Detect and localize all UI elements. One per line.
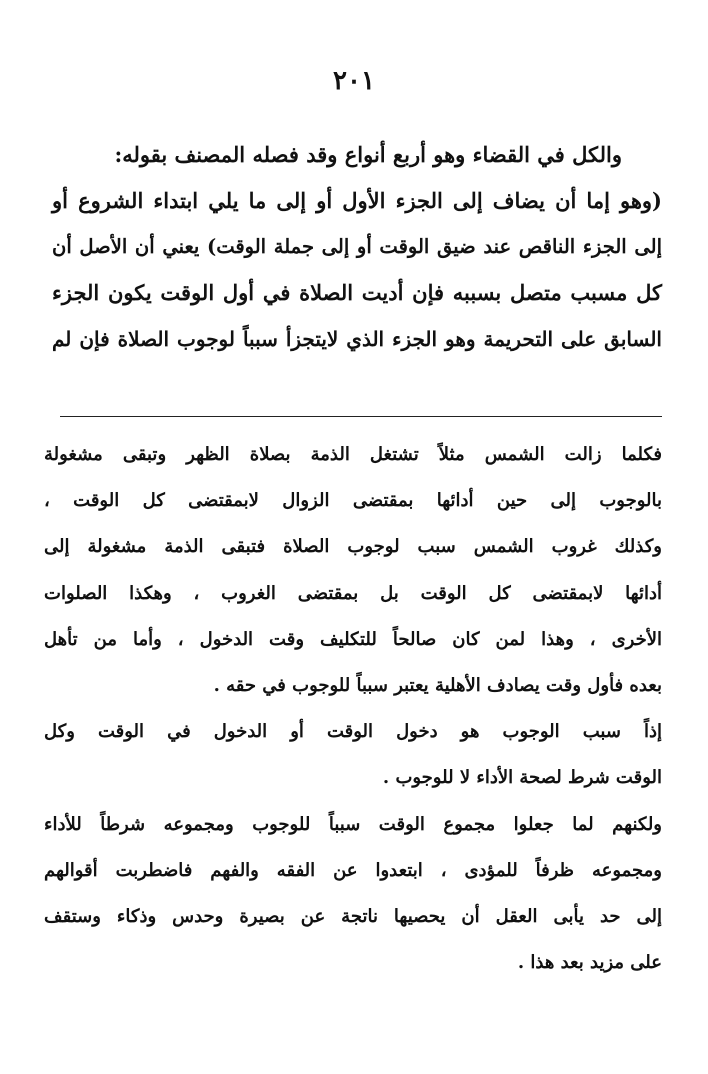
footnote-line: بعده فأول وقت يصادف الأهلية يعتبر سبباً للوجوب في حقه . <box>213 674 662 696</box>
footnote-line: إذاً سبب الوجوب هو دخول الوقت أو الدخول في الوقت وكل <box>44 721 662 743</box>
page-number: ٢٠١ <box>333 66 375 96</box>
footnote-line: إلى حد يأبى العقل أن يحصيها ناتجة عن بصيرة وحدس وذكاء وستقف <box>44 905 662 927</box>
footnote-line: ومجموعه ظرفاً للمؤدى ، ابتعدوا عن الفقه والفهم فاضطربت أقوالهم <box>44 859 662 881</box>
main-text-line: والكل في القضاء وهو أربع أنواع وقد فصله المصنف بقوله: <box>114 142 622 167</box>
footnote-divider <box>60 416 662 417</box>
footnote-line: أدائها لابمقتضى كل الوقت بل بمقتضى الغروب ، وهكذا الصلوات <box>44 582 662 604</box>
footnote-line: الوقت شرط لصحة الأداء لا للوجوب . <box>382 767 662 789</box>
main-text <box>52 132 662 362</box>
footnote-line: بالوجوب إلى حين أدائها بمقتضى الزوال لابمقتضى كل الوقت ، <box>44 490 662 512</box>
footnote-line: وكذلك غروب الشمس سبب لوجوب الصلاة فتبقى الذمة مشغولة إلى <box>44 536 662 558</box>
footnote <box>44 432 662 986</box>
main-text-line: (وهو إما أن يضاف إلى الجزء الأول أو إلى ما يلي ابتداء الشروع أو <box>52 188 662 213</box>
footnote-line: ولكنهم لما جعلوا مجموع الوقت سبباً للوجوب ومجموعه شرطاً للأداء <box>44 813 662 835</box>
footnote-line: على مزيد بعد هذا . <box>517 952 662 974</box>
main-text-line: السابق على التحريمة وهو الجزء الذي لايتجزأ سبباً لوجوب الصلاة فإن لم <box>52 327 662 351</box>
footnote-line: الأخرى ، وهذا لمن كان صالحاً للتكليف وقت الدخول ، وأما من تأهل <box>44 628 662 650</box>
main-text-line: إلى الجزء الناقص عند ضيق الوقت أو إلى جملة الوقت) يعني أن الأصل أن <box>52 235 662 258</box>
footnote-line: فكلما زالت الشمس مثلاً تشتغل الذمة بصلاة الظهر وتبقى مشغولة <box>44 444 662 465</box>
main-text-line: كل مسبب متصل بسببه فإن أديت الصلاة في أول الوقت يكون الجزء <box>52 280 662 305</box>
